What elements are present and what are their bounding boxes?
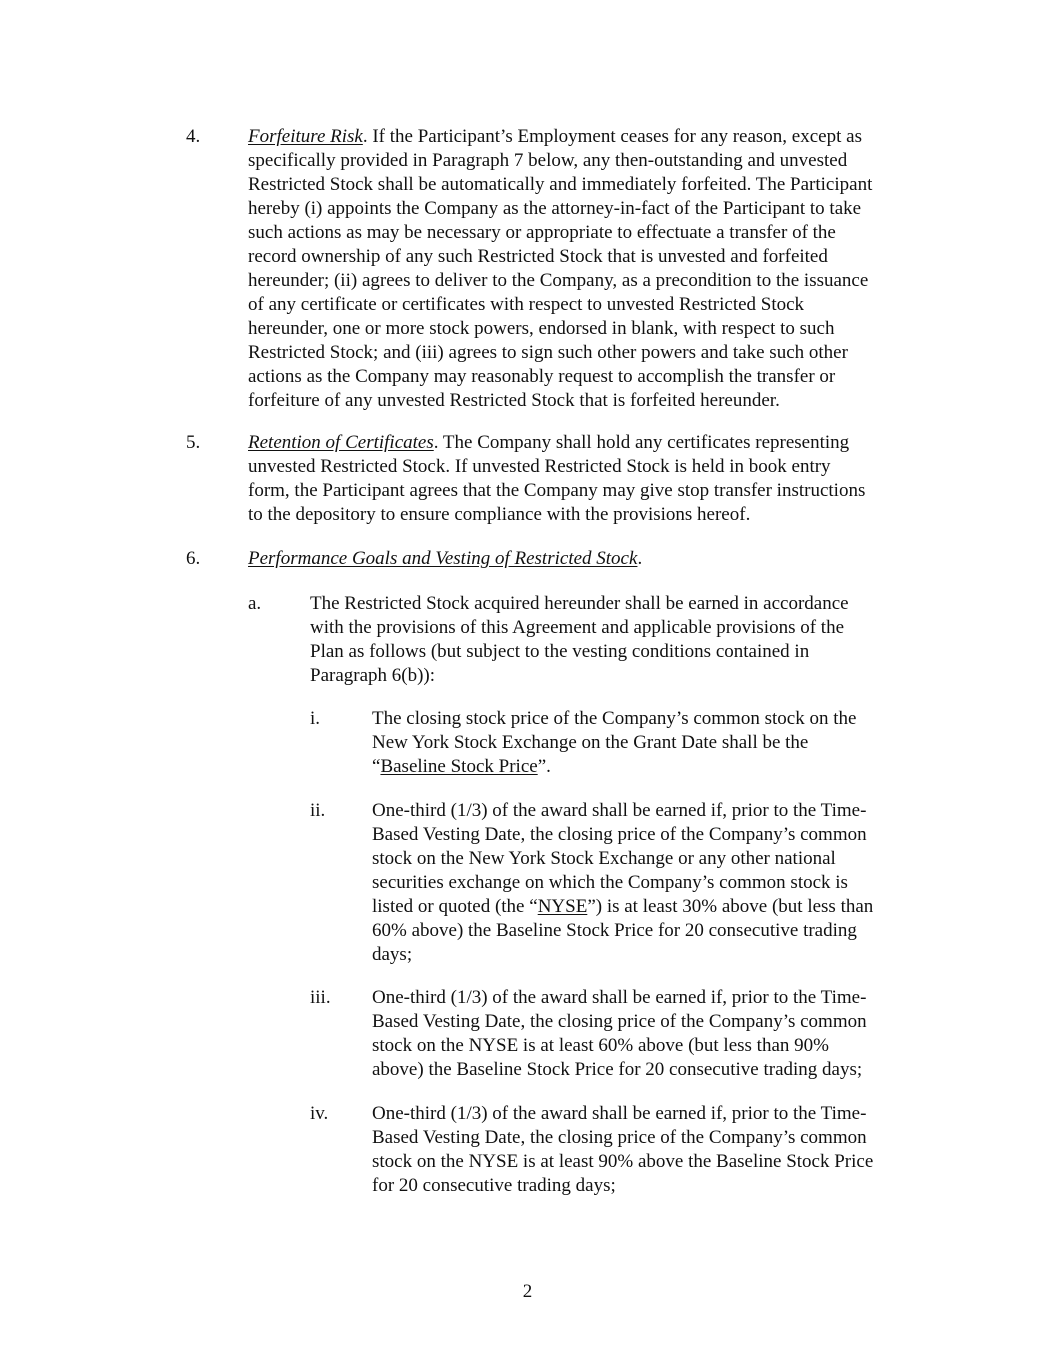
clause-i — [0, 707, 1055, 779]
paragraph-5 — [0, 431, 1055, 527]
clause-text-pre: The closing stock price of the Company’s common stock on the New York Stock Exchange on the Grant Date shall be the “ — [372, 708, 857, 777]
clause-numeral: ii. — [310, 800, 326, 821]
paragraph-6 — [0, 547, 1055, 571]
paragraph-body: . The Company shall hold any certificates representing unvested Restricted Stock. If unvested Restricted Stock is held in book entry form, the Participant agrees that the Company may give stop transfer instructions to the depository to ensure compliance with the provisions hereof. — [248, 432, 866, 525]
paragraph-number: 6. — [186, 548, 201, 569]
defined-term: Baseline Stock Price — [380, 756, 538, 777]
paragraph-text — [248, 547, 948, 571]
clause-text-post: ”. — [537, 756, 551, 777]
clause-text — [372, 799, 952, 967]
subparagraph-letter: a. — [248, 593, 262, 614]
paragraph-text — [248, 125, 948, 413]
paragraph-body: . If the Participant’s Employment ceases for any reason, except as specifically provided in Paragraph 7 below, any then-outstanding and unvested Restricted Stock shall be automatically and immediately forfeited. The Participant hereby (i) appoints the Company as the attorney-in-fact of the Participant to take such actions as may be necessary or appropriate to effectuate a transfer of the record ownership of any such Restricted Stock that is unvested and forfeited hereunder; (ii) agrees to deliver to the Company, as a precondition to the issuance of any certificate or certificates with respect to unvested Restricted Stock hereunder, one or more stock powers, endorsed in blank, with respect to such Restricted Stock; and (iii) agrees to sign such other powers and take such other actions as the Company may reasonably request to accomplish the transfer or forfeiture of any unvested Restricted Stock that is forfeited hereunder. — [248, 126, 873, 411]
defined-term: NYSE — [537, 896, 588, 917]
paragraph-4 — [0, 125, 1055, 415]
subparagraph-6a — [0, 592, 1055, 688]
clause-iv — [0, 1102, 1055, 1198]
clause-text — [372, 707, 952, 779]
clause-text: One-third (1/3) of the award shall be earned if, prior to the Time- Based Vesting Date, the closing price of the Company’s common stock on the NYSE is at least 90% above the Baseline Stock Price for 20 consecutive trading days; — [372, 1103, 874, 1196]
clause-numeral: i. — [310, 708, 321, 729]
clause-numeral: iv. — [310, 1103, 329, 1124]
paragraph-heading: Retention of Certificates — [248, 432, 434, 453]
subparagraph-text: The Restricted Stock acquired hereunder shall be earned in accordance with the provisions of this Agreement and applicable provisions of the Plan as follows (but subject to the vesting conditions contained in Paragraph 6(b)): — [310, 593, 849, 686]
page-number: 2 — [522, 1281, 533, 1302]
paragraph-heading: Performance Goals and Vesting of Restricted Stock — [248, 548, 638, 569]
paragraph-body: . — [637, 548, 643, 569]
clause-text-post: ”) is at least 30% above (but less than 60% above) the Baseline Stock Price for 20 consecutive trading days; — [372, 896, 874, 965]
clause-numeral: iii. — [310, 987, 331, 1008]
clause-text-pre: One-third (1/3) of the award shall be earned if, prior to the Time- Based Vesting Date, the closing price of the Company’s common stock on the New York Stock Exchange or any other national securities exchange on which the Company’s common stock is listed or quoted (the “ — [372, 800, 867, 917]
clause-text: One-third (1/3) of the award shall be earned if, prior to the Time- Based Vesting Date, the closing price of the Company’s common stock on the NYSE is at least 60% above (but less than 90% above) the Baseline Stock Price for 20 consecutive trading days; — [372, 987, 867, 1080]
clause-ii — [0, 799, 1055, 967]
clause-iii — [0, 986, 1055, 1082]
paragraph-text — [248, 431, 948, 527]
paragraph-number: 4. — [186, 126, 201, 147]
paragraph-number: 5. — [186, 432, 201, 453]
paragraph-heading: Forfeiture Risk — [248, 126, 363, 147]
